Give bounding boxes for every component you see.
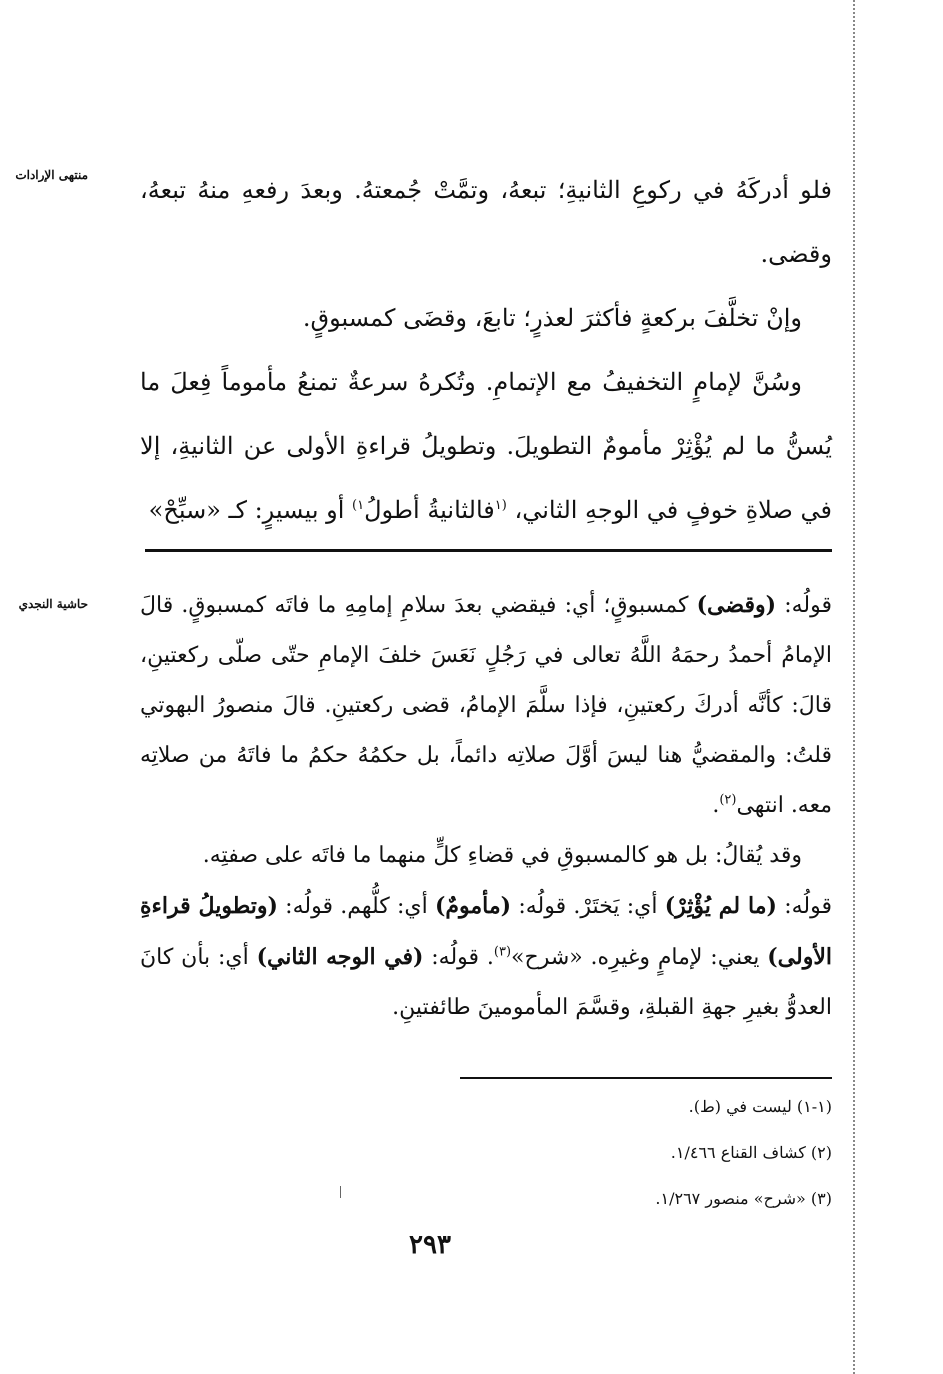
commentary-term-yuthir: (ما لم يُؤْثِرْ) bbox=[664, 893, 777, 919]
scan-mark bbox=[340, 1186, 341, 1198]
side-label-muntaha: منتهى الإرادات bbox=[15, 168, 88, 182]
commentary-text-3d: . قولُه: bbox=[423, 945, 494, 970]
commentary-block bbox=[140, 580, 832, 1033]
page-edge-dotted-line bbox=[853, 0, 855, 1374]
main-p3-text-mid: فالثانيةُ أطولُ bbox=[364, 496, 495, 524]
commentary-text-3b: أي: كلُّهم. قولُه: bbox=[277, 894, 435, 919]
main-paragraph-2: وإنْ تخلَّفَ بركعةٍ فأكثرَ لعذرٍ؛ تابعَ، وقضَى كمسبوقٍ. bbox=[302, 304, 802, 332]
footnote-ref-1-close: ١) bbox=[352, 498, 365, 513]
commentary-term-tatwil: (وتطويلُ قراءةِ الأولى) bbox=[140, 893, 832, 970]
commentary-text-1-end: . bbox=[712, 793, 720, 818]
footnotes-block bbox=[460, 1088, 832, 1226]
main-paragraph-3 bbox=[140, 350, 832, 542]
commentary-paragraph-3 bbox=[140, 881, 832, 1033]
side-label-najdi: حاشية النجدي bbox=[18, 597, 88, 611]
footnote-1: (١-١) ليست في (ط). bbox=[688, 1097, 832, 1116]
page-number: ٢٩٣ bbox=[409, 1230, 451, 1260]
commentary-lead-3: قولُه: bbox=[776, 894, 832, 919]
footnote-ref-3: (٣) bbox=[493, 944, 512, 960]
section-separator bbox=[145, 549, 832, 552]
main-paragraph-1: فلو أدركَهُ في ركوعِ الثانيةِ؛ تبعهُ، وتمَّتْ جُمعتهُ. وبعدَ رفعهِ منهُ تبعهُ، وقضى. bbox=[140, 176, 832, 268]
footnote-3: (٣) «شرح» منصور ١/٢٦٧. bbox=[655, 1189, 832, 1208]
commentary-text-3a: أي: يَختَرْ. قولُه: bbox=[511, 894, 665, 919]
commentary-term-mamum: (مأمومٌ) bbox=[435, 893, 512, 919]
commentary-text-3e: أي: بأن كانَ العدوُّ بغيرِ جهةِ القبلةِ، وقسَّمَ المأمومينَ طائفتينِ. bbox=[140, 945, 832, 1020]
commentary-paragraph-1 bbox=[140, 580, 832, 831]
commentary-lead: قولُه: bbox=[776, 593, 832, 618]
main-text-block bbox=[140, 158, 832, 542]
main-p3-text-start: وسُنَّ لإمامٍ التخفيفُ مع الإتمامِ. وتُكرهُ سرعةٌ تمنعُ مأموماً فِعلَ ما يُسنُّ ما لم يُؤْثِرْ مأمومٌ التطويلَ. وتطويلُ قراءةِ الأولى عن الثانيةِ، إلا في صلاةِ خوفٍ في الوجهِ الثاني، bbox=[140, 368, 832, 524]
commentary-term-wajh: (في الوجه الثاني) bbox=[256, 944, 424, 970]
footnote-ref-1-open: (١ bbox=[494, 498, 507, 513]
footnote-separator bbox=[460, 1077, 832, 1079]
commentary-text-3c: يعني: لإمامٍ وغيرِه. «شرح» bbox=[511, 945, 768, 970]
commentary-text-1: كمسبوقٍ؛ أي: فيقضي بعدَ سلامِ إمامِهِ ما فاتَه كمسبوقٍ. قالَ الإمامُ أحمدُ رحمَهُ اللَّهُ تعالى في رَجُلٍ نَعَسَ خلفَ الإمامِ حتّى صلّى ركعتينِ، قالَ: كأنَّه أدركَ ركعتينِ، فإذا سلَّمَ الإمامُ، قضى ركعتينِ. قالَ منصورُ البهوتي قلتُ: والمقضيُّ هنا ليسَ أوَّلَ صلاتِه دائماً، بل حكمُهُ حكمُ ما فاتَهُ من صلاتِه معه. انتهى bbox=[140, 593, 832, 818]
footnote-2: (٢) كشاف القناع ١/٤٦٦. bbox=[670, 1143, 832, 1162]
footnote-ref-2: (٢) bbox=[719, 792, 737, 808]
main-p3-text-end: أو بيسيرٍ: كـ «سبِّحْ» bbox=[148, 496, 353, 524]
commentary-term-qada: (وقضى) bbox=[696, 592, 776, 618]
commentary-paragraph-2: وقد يُقالُ: بل هو كالمسبوقِ في قضاءِ كلٍّ منهما ما فاتَه على صفتِه. bbox=[202, 843, 802, 868]
